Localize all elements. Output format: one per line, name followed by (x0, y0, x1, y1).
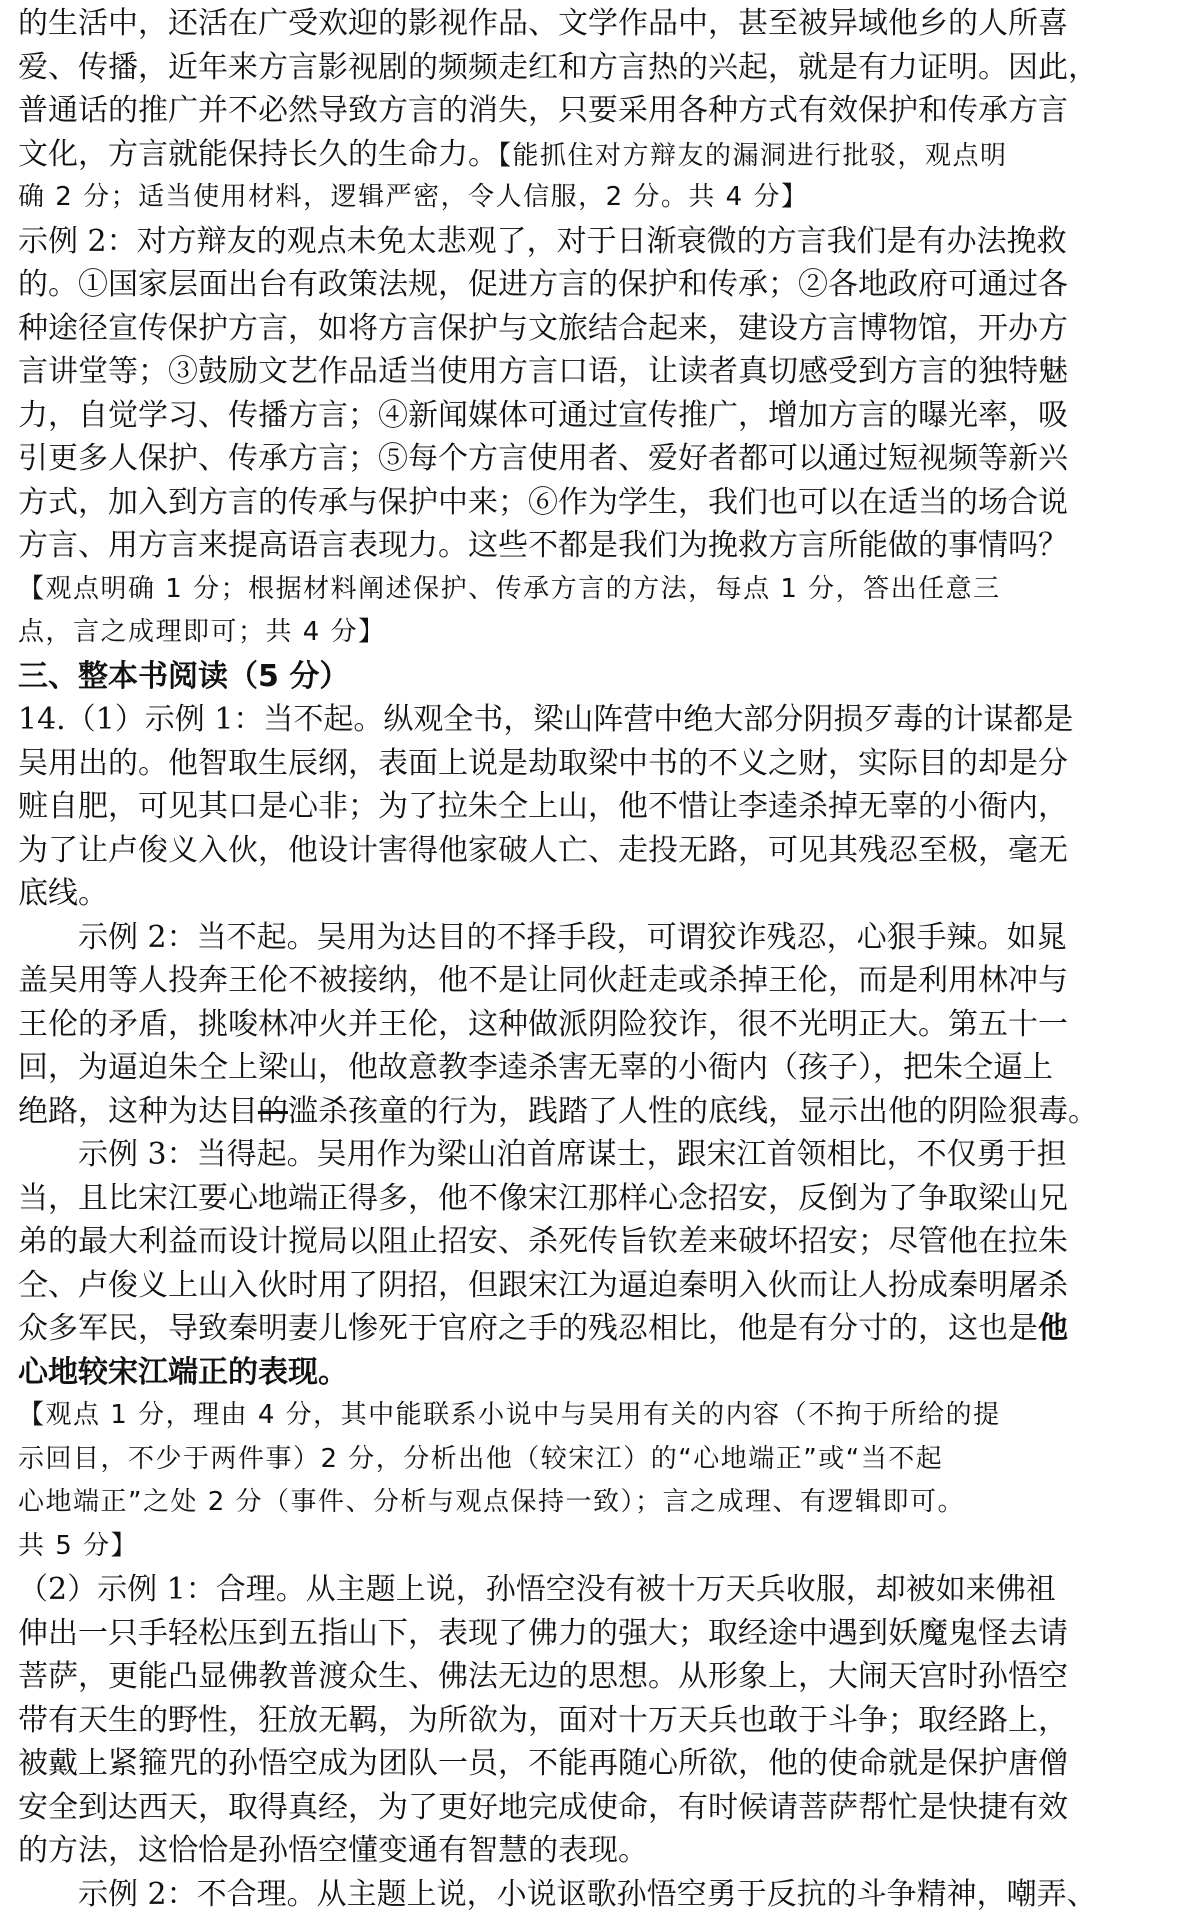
text-line: 力，自觉学习、传播方言；④新闻媒体可通过宣传推广，增加方言的曝光率，吸 (18, 397, 1068, 433)
text-line: 赃自肥，可见其口是心非；为了拉朱仝上山，他不惜让李逵杀掉无辜的小衙内， (18, 789, 1068, 824)
struck-character: 的 (258, 1093, 288, 1129)
text-line: 王伦的矛盾，挑唆林冲火并王伦，这种做派阴险狡诈，很不光明正大。第五十一 (18, 1006, 1068, 1042)
text-line (18, 1090, 1180, 1134)
text-line: 14.（1）示例 1：当不起。纵观全书，梁山阵营中绝大部分阴损歹毒的计谋都是 (18, 702, 1074, 737)
text-line: 爱、传播，近年来方言影视剧的频频走红和方言热的兴起，就是有力证明。因此， (18, 49, 1098, 85)
text-line (18, 133, 1180, 177)
text-line: 菩萨，更能凸显佛教普渡众生、佛法无边的思想。从形象上，大闹天宫时孙悟空 (18, 1659, 1068, 1694)
text-line: 的方法，这恰恰是孙悟空懂变通有智慧的表现。 (18, 1833, 648, 1868)
scoring-rubric: 示回目，不少于两件事）2 分，分析出他（较宋江）的“心地端正”或“当不起 (18, 1443, 944, 1474)
text-segment: 滥杀孩童的行为，践踏了人性的底线，显示出他的阴险狠毒。 (288, 1093, 1098, 1129)
scoring-rubric: 【能抓住对方辩友的漏洞进行批驳，观点明 (498, 140, 1008, 171)
text-line: 伸出一只手轻松压到五指山下，表现了佛力的强大；取经途中遇到妖魔鬼怪去请 (18, 1615, 1068, 1651)
text-line: 示例 2：对方辩友的观点未免太悲观了，对于日渐衰微的方言我们是有办法挽救 (18, 223, 1067, 259)
scoring-rubric: 【观点 1 分，理由 4 分，其中能联系小说中与吴用有关的内容（不拘于所给的提 (18, 1400, 1001, 1430)
text-line: 底线。 (18, 876, 108, 911)
document-page (18, 2, 1180, 1916)
bold-text: 他 (1038, 1311, 1068, 1346)
scoring-rubric: 点，言之成理即可；共 4 分】 (18, 617, 386, 647)
text-line: 言讲堂等；③鼓励文艺作品适当使用方言口语，让读者真切感受到方言的独特魅 (18, 354, 1068, 389)
text-line: 仝、卢俊义上山入伙时用了阴招，但跟宋江为逼迫秦明入伙而让人扮成秦明屠杀 (18, 1267, 1068, 1303)
text-line: 引更多人保护、传承方言；⑤每个方言使用者、爱好者都可以通过短视频等新兴 (18, 441, 1068, 476)
text-line: 盖吴用等人投奔王伦不被接纳，他不是让同伙赶走或杀掉王伦，而是利用林冲与 (18, 963, 1068, 998)
scoring-rubric: 确 2 分；适当使用材料，逻辑严密，令人信服，2 分。共 4 分】 (18, 182, 809, 212)
text-line: 回，为逼迫朱仝上梁山，他故意教李逵杀害无辜的小衙内（孩子），把朱仝逼上 (18, 1050, 1053, 1085)
scoring-rubric: 共 5 分】 (18, 1530, 139, 1561)
text-line: 被戴上紧箍咒的孙悟空成为团队一员，不能再随心所欲，他的使命就是保护唐僧 (18, 1746, 1068, 1781)
text-line: 示例 2：不合理。从主题上说，小说讴歌孙悟空勇于反抗的斗争精神，嘲弄、 (78, 1876, 1097, 1912)
text-line: 吴用出的。他智取生辰纲，表面上说是劫取梁中书的不义之财，实际目的却是分 (18, 745, 1068, 781)
text-line: （2）示例 1：合理。从主题上说，孙悟空没有被十万天兵收服，却被如来佛祖 (18, 1572, 1056, 1607)
bold-text: 心地较宋江端正的表现。 (18, 1354, 348, 1390)
text-line: 普通话的推广并不必然导致方言的消失，只要采用各种方式有效保护和传承方言 (18, 93, 1068, 128)
text-segment: 绝路，这种为达目 (18, 1093, 258, 1129)
text-line: 当，且比宋江要心地端正得多，他不像宋江那样心念招安，反倒为了争取梁山兄 (18, 1180, 1068, 1216)
text-line: 的生活中，还活在广受欢迎的影视作品、文学作品中，甚至被异域他乡的人所喜 (18, 6, 1068, 41)
text-line: 的。①国家层面出台有政策法规，促进方言的保护和传承；②各地政府可通过各 (18, 267, 1068, 302)
scoring-rubric: 【观点明确 1 分；根据材料阐述保护、传承方言的方法，每点 1 分，答出任意三 (18, 573, 1001, 604)
text-line (18, 1307, 1180, 1351)
text-line: 示例 3：当得起。吴用作为梁山泊首席谋士，跟宋江首领相比，不仅勇于担 (78, 1137, 1067, 1172)
section-heading: 三、整本书阅读（5 分） (18, 658, 350, 694)
text-line: 安全到达西天，取得真经，为了更好地完成使命，有时候请菩萨帮忙是快捷有效 (18, 1789, 1068, 1825)
text-line: 方言、用方言来提高语言表现力。这些不都是我们为挽救方言所能做的事情吗？ (18, 528, 1068, 563)
text-line: 带有天生的野性，狂放无羁，为所欲为，面对十万天兵也敢于斗争；取经路上， (18, 1702, 1068, 1738)
text-segment: 众多军民，导致秦明妻儿惨死于官府之手的残忍相比，他是有分寸的，这也是 (18, 1311, 1038, 1346)
text-segment: 文化，方言就能保持长久的生命力。 (18, 136, 498, 172)
text-line: 弟的最大利益而设计搅局以阻止招安、杀死传旨钦差来破坏招安；尽管他在拉朱 (18, 1224, 1068, 1259)
text-line: 示例 2：当不起。吴用为达目的不择手段，可谓狡诈残忍，心狠手辣。如晁 (78, 919, 1067, 955)
scoring-rubric: 心地端正”之处 2 分（事件、分析与观点保持一致）；言之成理、有逻辑即可。 (18, 1487, 966, 1517)
text-line: 为了让卢俊义入伙，他设计害得他家破人亡、走投无路，可见其残忍至极，毫无 (18, 832, 1068, 868)
text-line: 种途径宣传保护方言，如将方言保护与文旅结合起来，建设方言博物馆，开办方 (18, 310, 1068, 346)
text-line: 方式，加入到方言的传承与保护中来；⑥作为学生，我们也可以在适当的场合说 (18, 484, 1068, 520)
